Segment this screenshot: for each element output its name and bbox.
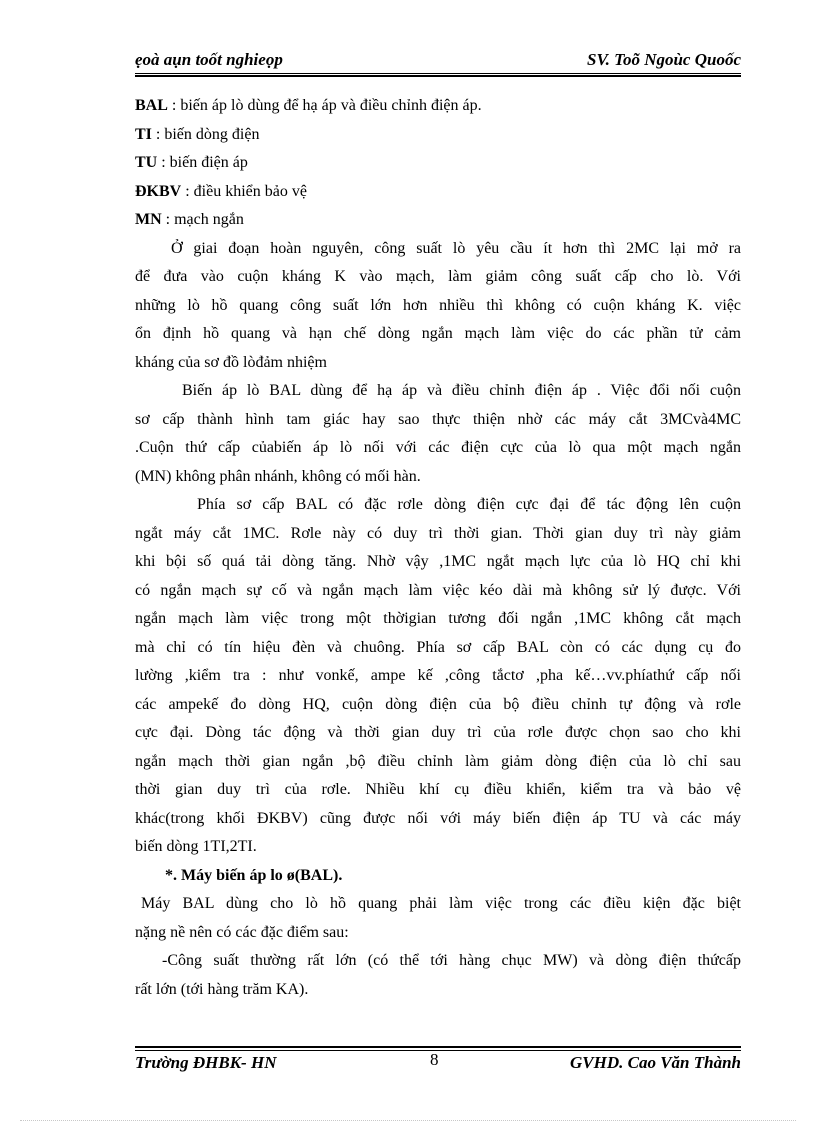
definition-desc: : điều khiển bảo vệ: [181, 182, 307, 200]
text-line: khác(trong khối ĐKBV) cũng được nối với máy biến điện áp TU và các máy: [135, 809, 741, 827]
definition-item: [135, 92, 741, 121]
text-line: .Cuộn thứ cấp củabiến áp lò nối với các điện cực của lò qua một mạch ngắn: [135, 439, 741, 456]
text-line: mà chỉ có tín hiệu đèn và chuông. Phía sơ cấp BAL còn có các dụng cụ đo: [135, 638, 741, 656]
paragraph-4: [135, 890, 741, 947]
text-line: những lò hồ quang công suất lớn hơn nhiều thì không có cuộn kháng K. việc: [135, 296, 741, 314]
header-author: SV. Toõ Ngoùc Quoốc: [587, 50, 741, 69]
text-line: để đưa vào cuộn kháng K vào mạch, làm giảm công suất cấp cho lò. Với: [135, 268, 741, 285]
text-line: ổn định hồ quang và hạn chế dòng ngắn mạch làm việc do các phần tử cảm: [135, 325, 741, 342]
text-line: Biến áp lò BAL dùng để hạ áp và điều chỉnh điện áp . Việc đổi nối cuộn: [182, 382, 741, 399]
text-line: sơ cấp thành hình tam giác hay sao thực thiện nhờ các máy cắt 3MCvà4MC: [135, 410, 741, 428]
text-line: ngắn mạch làm việc trong một thờigian tương đối ngắn ,1MC không cắt mạch: [135, 610, 741, 627]
page-body: [135, 92, 741, 1004]
definition-list: [135, 92, 741, 235]
definition-desc: : mạch ngắn: [161, 211, 244, 228]
text-line: các ampekế đo dòng HQ, cuộn dòng điện của bộ điều chỉnh tự động và rơle: [135, 695, 741, 713]
header-rule: [135, 73, 741, 74]
definition-item: [135, 178, 741, 207]
page-number: 8: [430, 1050, 439, 1069]
text-line: có ngắn mạch sự cố và ngắn mạch làm việc kéo dài mà không sử lý được. Với: [135, 581, 741, 599]
definition-term: ĐKBV: [135, 182, 182, 200]
footer-rule-thick: [135, 1046, 741, 1048]
definition-term: MN: [135, 211, 162, 228]
paragraph-2: [135, 377, 741, 491]
text-line: Phía sơ cấp BAL có đặc rơle dòng điện cực đại để tác động lên cuộn: [197, 496, 741, 513]
section-heading: [135, 862, 741, 891]
definition-term: TI: [135, 125, 152, 143]
text-line: thời gian duy trì của rơle. Nhiều khí cụ điều khiển, kiểm tra và bảo vệ: [135, 781, 741, 798]
text-line: ngắt máy cắt 1MC. Rơle này có duy trì thời gian. Thời gian duy trì này giảm: [135, 524, 741, 542]
section-heading-text: *. Máy biến áp lo ø(BAL).: [165, 866, 343, 884]
page-edge-divider: [20, 1120, 796, 1121]
definition-term: TU: [135, 154, 158, 171]
text-line: kháng của sơ đồ lòđảm nhiệm: [135, 353, 327, 371]
text-line: nặng nề nên có các đặc điểm sau:: [135, 923, 349, 941]
text-line: Máy BAL dùng cho lò hồ quang phải làm việc trong các điều kiện đặc biệt: [141, 895, 741, 912]
footer-advisor: GVHD. Cao Văn Thành: [570, 1053, 741, 1072]
definition-term: BAL: [135, 97, 168, 114]
footer-school: Trường ĐHBK- HN: [135, 1053, 277, 1072]
definition-item: [135, 121, 741, 150]
definition-item: [135, 206, 741, 235]
header-rule-thick: [135, 75, 741, 77]
paragraph-1: [135, 235, 741, 378]
definition-desc: : biến áp lò dùng để hạ áp và điều chỉnh điện áp.: [167, 97, 482, 114]
paragraph-3: [135, 491, 741, 862]
text-line: -Công suất thường rất lớn (có thể tới hàng chục MW) và dòng điện thứcấp: [162, 952, 741, 969]
text-line: lường ,kiểm tra : như vonkế, ampe kế ,công tắctơ ,pha kế…vv.phíathứ cấp nối: [135, 667, 741, 684]
paragraph-5: [135, 947, 741, 1004]
page-header: [135, 50, 741, 74]
text-line: khi bội số quá tải dòng tăng. Nhờ vậy ,1MC ngắt mạch lực của lò HQ chỉ khi: [135, 553, 741, 570]
text-line: ngắn mạch thời gian ngắn ,bộ điều chỉnh làm giảm dòng điện của lò chỉ sau: [135, 752, 741, 770]
text-line: biến dòng 1TI,2TI.: [135, 838, 257, 855]
text-line: (MN) không phân nhánh, không có mối hàn.: [135, 467, 421, 485]
text-line: Ở giai đoạn hoàn nguyên, công suất lò yêu cầu ít hơn thì 2MC lại mở ra: [171, 239, 741, 257]
definition-desc: : biến điện áp: [157, 154, 248, 171]
header-title: ẹoà aụn toốt nghieọp: [135, 50, 283, 69]
definition-desc: : biến dòng điện: [151, 125, 260, 143]
text-line: rất lớn (tới hàng trăm KA).: [135, 980, 309, 998]
text-line: cực đại. Dòng tác động và thời gian duy trì của rơle được chọn sao cho khi: [135, 724, 741, 741]
definition-item: [135, 149, 741, 178]
